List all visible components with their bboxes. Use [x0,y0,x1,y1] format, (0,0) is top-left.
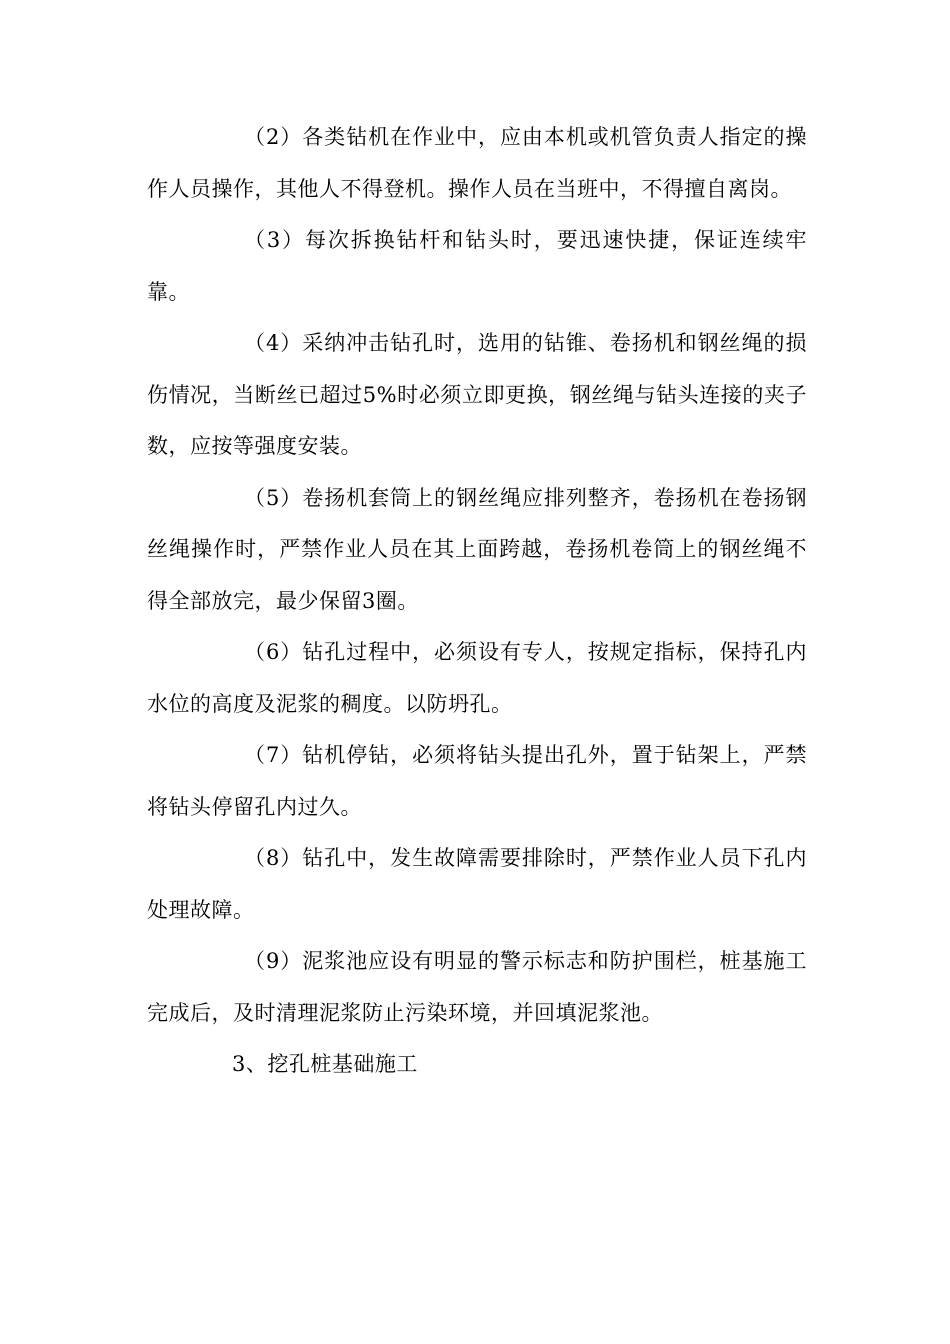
paragraph-item-5: （5）卷扬机套筒上的钢丝绳应排列整齐，卷扬机在卷扬钢丝绳操作时，严禁作业人员在其上面跨越，卷扬机卷筒上的钢丝绳不得全部放完，最少保留3圈。 [147,485,807,613]
paragraph-item-4: （4）采纳冲击钻孔时，选用的钻锥、卷扬机和钢丝绳的损伤情况，当断丝已超过5%时必须立即更换，钢丝绳与钻头连接的夹子数，应按等强度安装。 [147,331,807,458]
paragraph-item-2: （2）各类钻机在作业中，应由本机或机管负责人指定的操作人员操作，其他人不得登机。操作人员在当班中，不得擅自离岗。 [147,125,807,201]
paragraph-item-8: （8）钻孔中，发生故障需要排除时，严禁作业人员下孔内处理故障。 [147,846,807,922]
document-body [147,112,807,1091]
paragraph-item-9: （9）泥浆池应设有明显的警示标志和防护围栏，桩基施工完成后，及时清理泥浆防止污染环境，并回填泥浆池。 [147,949,807,1025]
section-heading: 3、挖孔桩基础施工 [232,1052,418,1076]
paragraph-item-3: （3）每次拆换钻杆和钻头时，要迅速快捷，保证连续牢靠。 [147,228,807,304]
paragraph-item-6: （6）钻孔过程中，必须设有专人，按规定指标，保持孔内水位的高度及泥浆的稠度。以防坍孔。 [147,640,807,716]
paragraph-item-7: （7）钻机停钻，必须将钻头提出孔外，置于钻架上，严禁将钻头停留孔内过久。 [147,743,807,819]
